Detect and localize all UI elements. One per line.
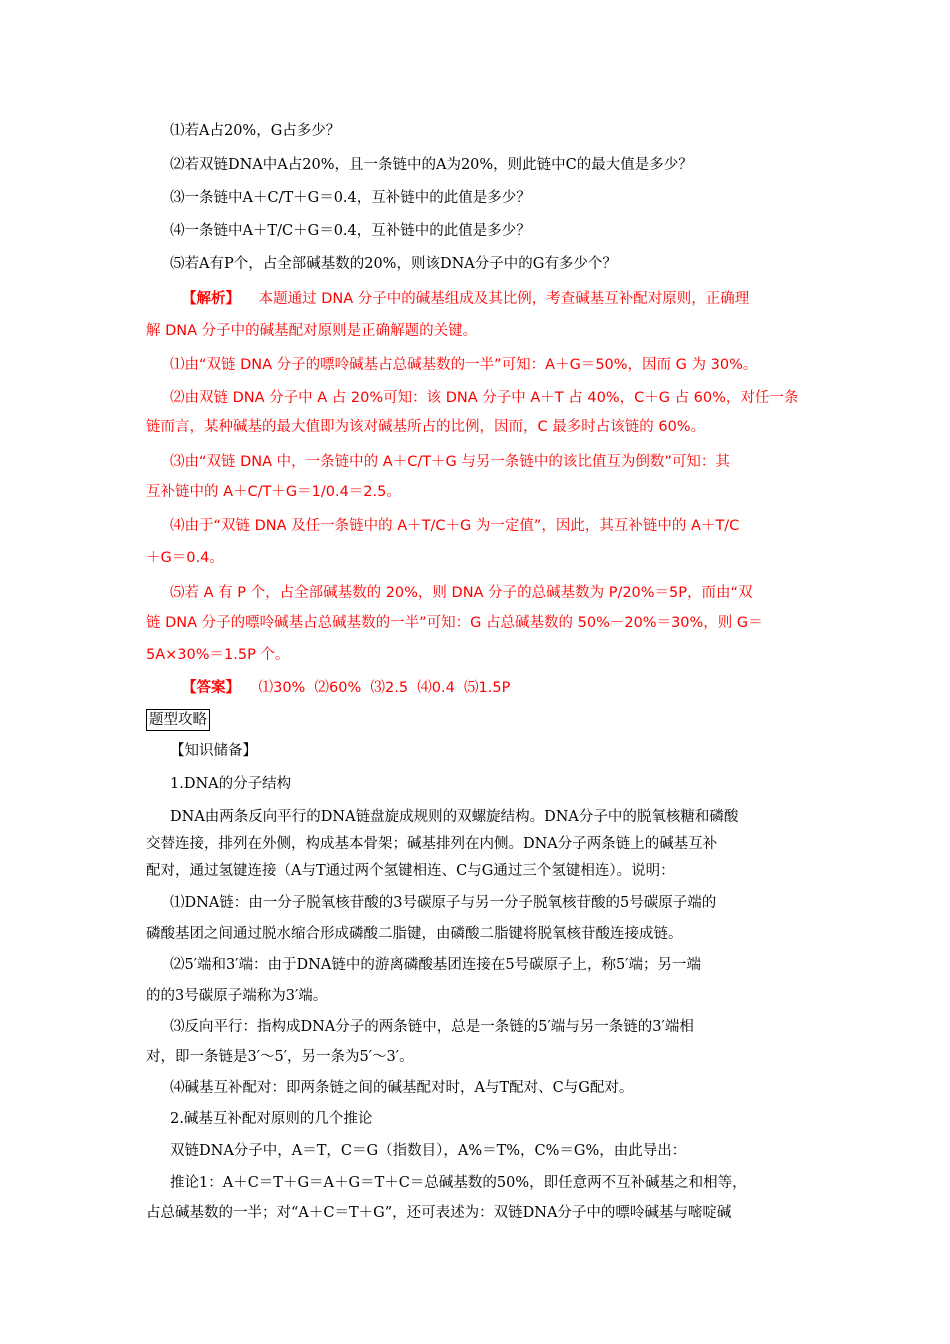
question-3: ⑶一条链中A＋C/T＋G＝0.4，互补链中的此值是多少？ bbox=[170, 190, 531, 206]
analysis-p5-line-3: 5A×30%＝1.5P 个。 bbox=[146, 647, 290, 663]
knowledge-s1-line-1: DNA由两条反向平行的DNA链盘旋成规则的双螺旋结构。DNA分子中的脱氧核糖和磷酸 bbox=[170, 809, 739, 825]
question-1: ⑴若A占20%，G占多少？ bbox=[170, 123, 341, 139]
knowledge-s7-line-2: 占总碱基数的一半；对“A＋C＝T＋G”，还可表述为：双链DNA分子中的嘌呤碱基与嘧啶碱 bbox=[146, 1205, 732, 1221]
answer-line bbox=[182, 678, 510, 698]
analysis-p3-line-1: ⑶由“双链 DNA 中，一条链中的 A＋C/T＋G 与另一条链中的该比值互为倒数”可知：其 bbox=[170, 454, 730, 470]
question-4: ⑷一条链中A＋T/C＋G＝0.4，互补链中的此值是多少？ bbox=[170, 223, 531, 239]
analysis-label: 【解析】 bbox=[182, 291, 240, 307]
knowledge-s5: ⑷碱基互补配对：即两条链之间的碱基配对时，A与T配对、C与G配对。 bbox=[170, 1080, 634, 1096]
analysis-p2-line-1: ⑵由双链 DNA 分子中 A 占 20%可知：该 DNA 分子中 A＋T 占 40%，C＋G 占 60%，对任一条 bbox=[170, 390, 799, 406]
question-5: ⑸若A有P个，占全部碱基数的20%，则该DNA分子中的G有多少个？ bbox=[170, 256, 617, 272]
knowledge-s3-line-1: ⑵5′端和3′端：由于DNA链中的游离磷酸基团连接在5号碳原子上，称5′端；另一端 bbox=[170, 957, 702, 973]
answer-label: 【答案】 bbox=[182, 680, 240, 696]
analysis-p4-line-1: ⑷由于“双链 DNA 及任一条链中的 A＋T/C＋G 为一定值”，因此，其互补链中的 A＋T/C bbox=[170, 518, 740, 534]
knowledge-s2-line-1: ⑴DNA链：由一分子脱氧核苷酸的3号碳原子与另一分子脱氧核苷酸的5号碳原子端的 bbox=[170, 895, 717, 911]
analysis-intro-line-2: 解 DNA 分子中的碱基配对原则是正确解题的关键。 bbox=[146, 323, 478, 339]
knowledge-s1-line-3: 配对，通过氢键连接（A与T通过两个氢键相连、C与G通过三个氢键相连）。说明： bbox=[146, 863, 675, 879]
knowledge-heading-1: 1.DNA的分子结构 bbox=[170, 776, 292, 792]
knowledge-s7-line-1: 推论1：A＋C＝T＋G＝A＋G＝T＋C＝总碱基数的50%，即任意两不互补碱基之和相等， bbox=[170, 1175, 747, 1191]
analysis-p1: ⑴由“双链 DNA 分子的嘌呤碱基占总碱基数的一半”可知：A＋G＝50%，因而 G 为 30%。 bbox=[170, 357, 758, 373]
knowledge-s1-line-2: 交替连接，排列在外侧，构成基本骨架；碱基排列在内侧。DNA分子两条链上的碱基互补 bbox=[146, 836, 718, 852]
knowledge-heading: 【知识储备】 bbox=[170, 743, 257, 759]
knowledge-s2-line-2: 磷酸基团之间通过脱水缩合形成磷酸二脂键，由磷酸二脂键将脱氧核苷酸连接成链。 bbox=[146, 926, 683, 942]
analysis-p5-line-2: 链 DNA 分子的嘌呤碱基占总碱基数的一半”可知：G 占总碱基数的 50%－20%＝30%，则 G＝ bbox=[146, 615, 763, 631]
analysis-p5-line-1: ⑸若 A 有 P 个，占全部碱基数的 20%，则 DNA 分子的总碱基数为 P/20%＝5P，而由“双 bbox=[170, 585, 753, 601]
knowledge-heading-2: 2.碱基互补配对原则的几个推论 bbox=[170, 1111, 373, 1127]
knowledge-s4-line-1: ⑶反向平行：指构成DNA分子的两条链中，总是一条链的5′端与另一条链的3′端相 bbox=[170, 1019, 694, 1035]
knowledge-s3-line-2: 的的3号碳原子端称为3′端。 bbox=[146, 988, 328, 1004]
answer-text: ⑴30% ⑵60% ⑶2.5 ⑷0.4 ⑸1.5P bbox=[258, 680, 511, 696]
analysis-p4-line-2: ＋G＝0.4。 bbox=[146, 550, 224, 566]
analysis-p3-line-2: 互补链中的 A＋C/T＋G＝1/0.4＝2.5。 bbox=[146, 484, 401, 500]
section-title: 题型攻略 bbox=[146, 709, 210, 731]
knowledge-s6: 双链DNA分子中，A＝T，C＝G（指数目），A%＝T%，C%＝G%，由此导出： bbox=[170, 1143, 687, 1159]
question-2: ⑵若双链DNA中A占20%，且一条链中的A为20%，则此链中C的最大值是多少？ bbox=[170, 157, 693, 173]
analysis-p2-line-2: 链而言，某种碱基的最大值即为该对碱基所占的比例，因而，C 最多时占该链的 60%。 bbox=[146, 419, 706, 435]
analysis-intro-line-1: 【解析】 本题通过 DNA 分子中的碱基组成及其比例，考查碱基互补配对原则，正确理 bbox=[182, 291, 750, 307]
knowledge-s4-line-2: 对，即一条链是3′～5′，另一条为5′～3′。 bbox=[146, 1049, 414, 1065]
